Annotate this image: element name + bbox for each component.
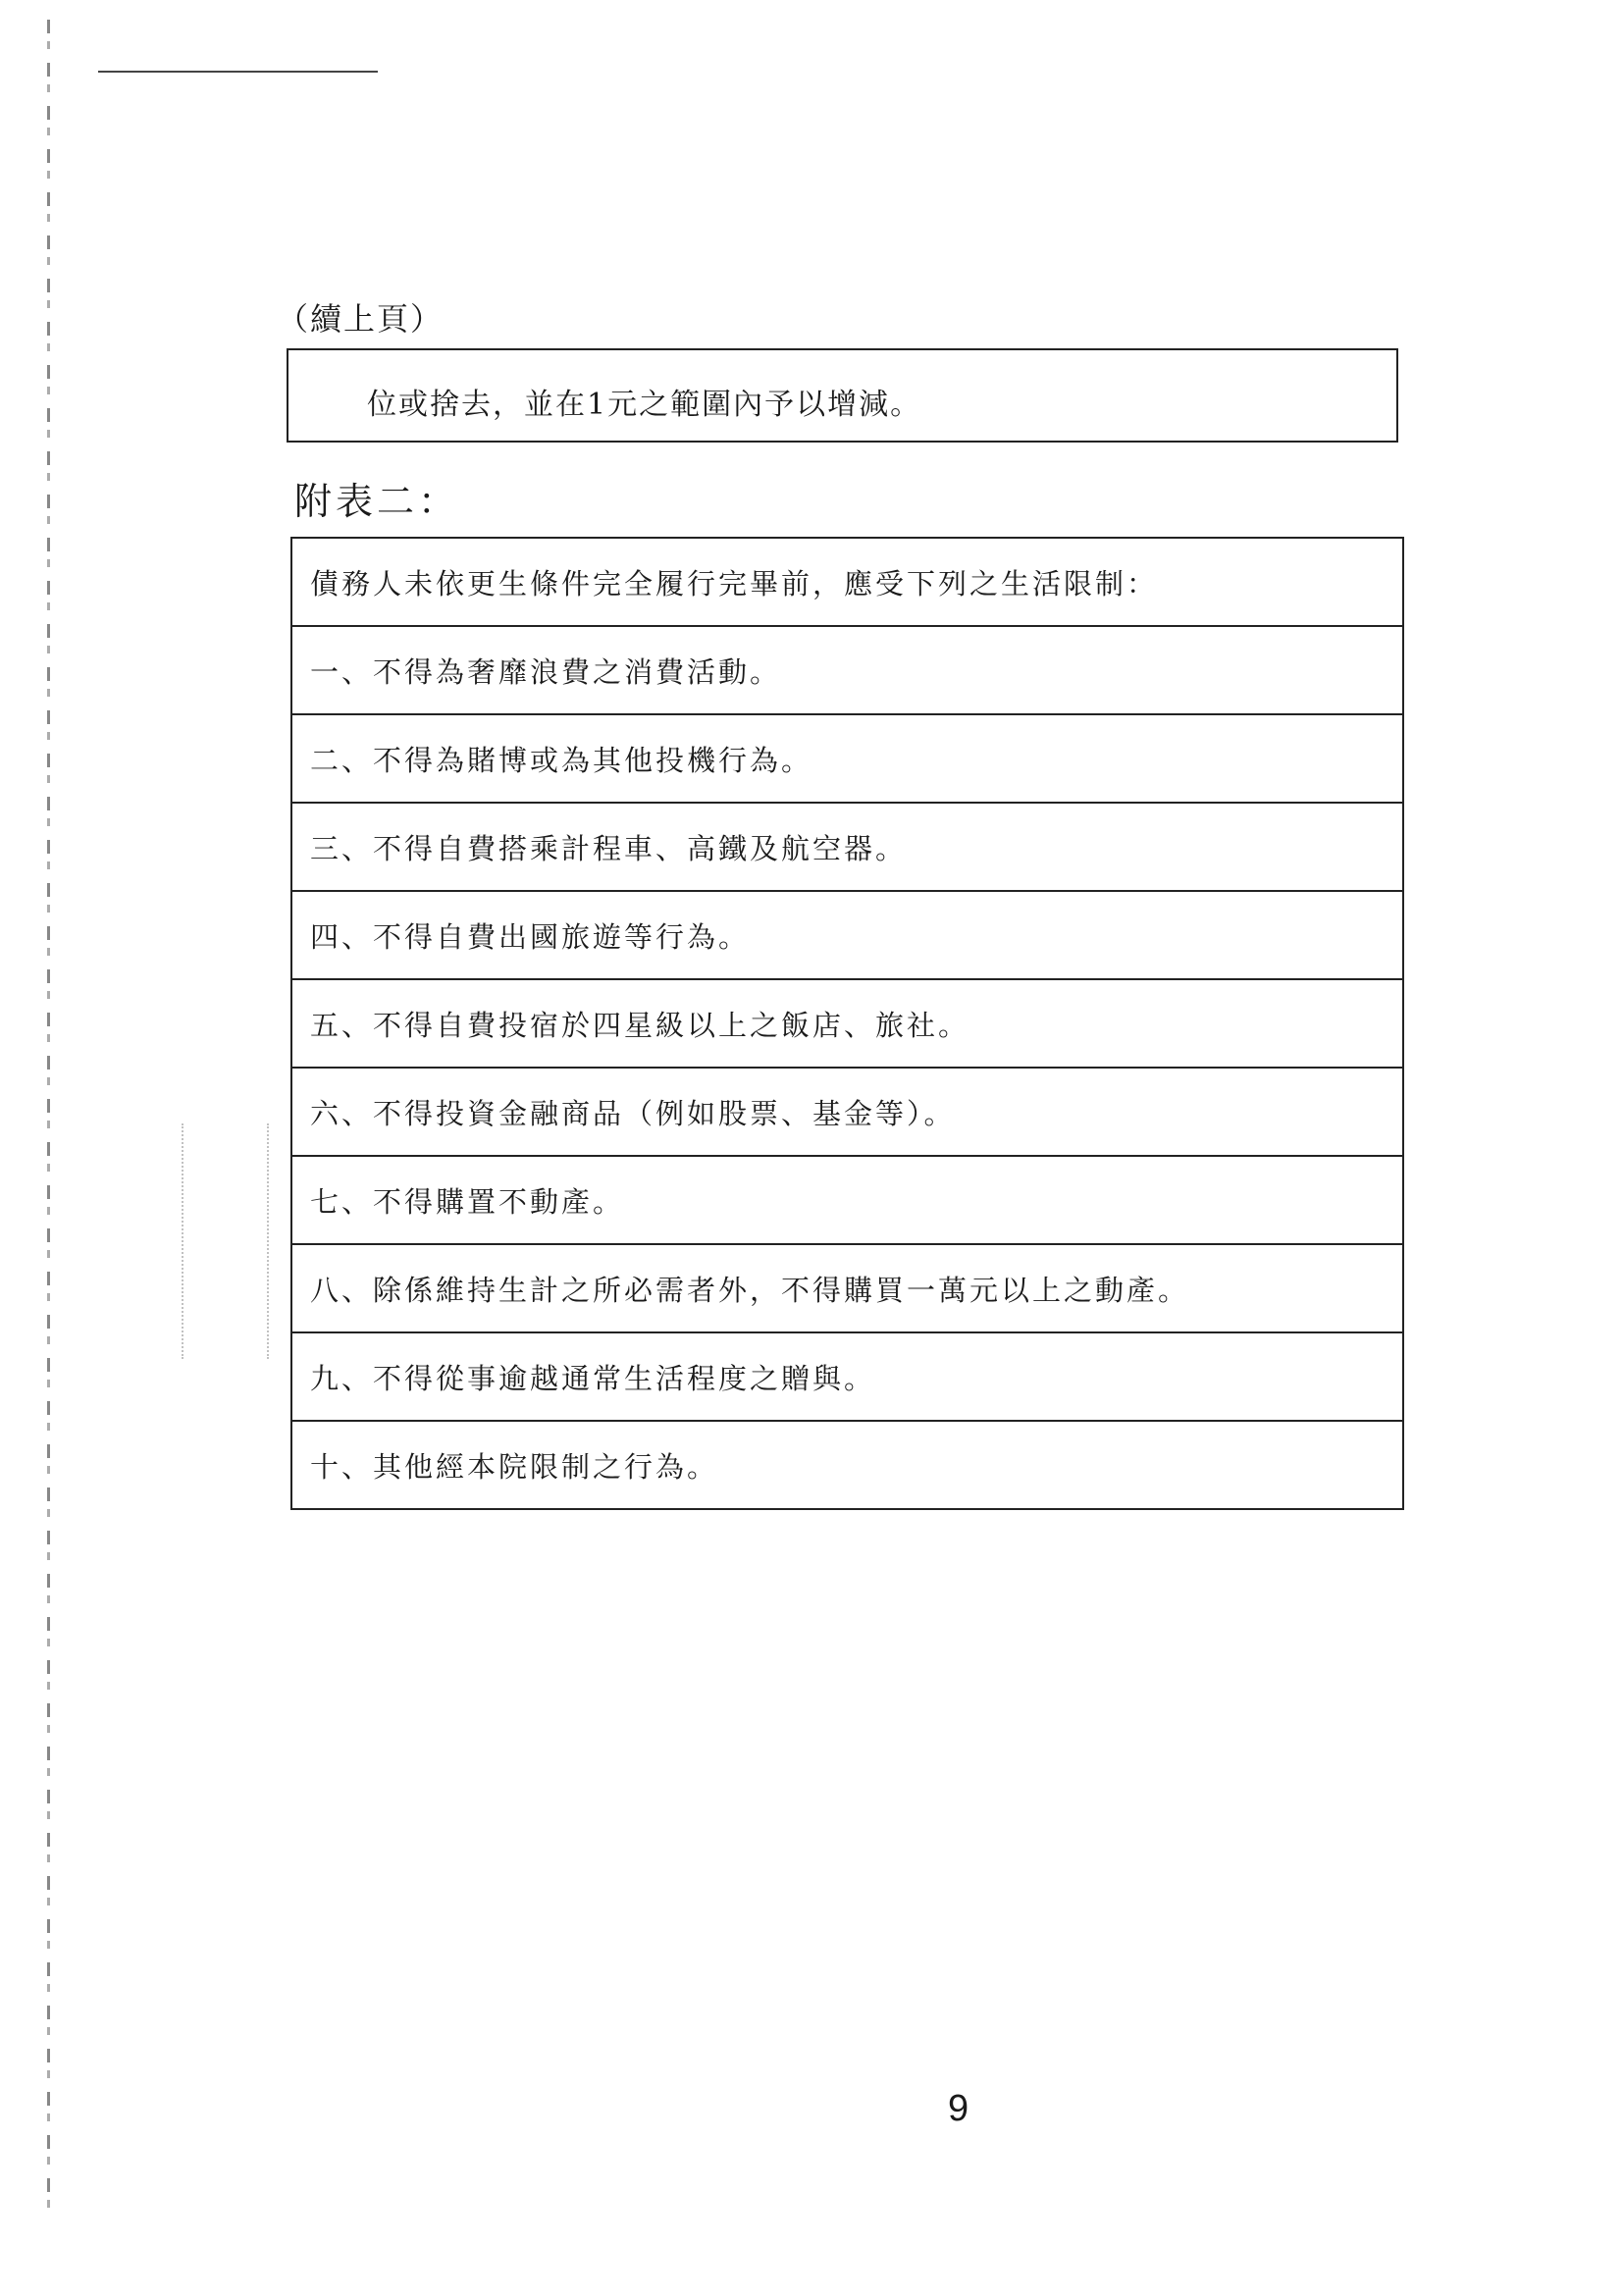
scan-edge-artifact [47,20,50,2208]
table-row: 八、除係維持生計之所必需者外，不得購買一萬元以上之動產。 [292,1245,1402,1333]
previous-table-box [287,348,1398,443]
table-row: 六、不得投資金融商品（例如股票、基金等）。 [292,1069,1402,1157]
continuation-label: （續上頁） [277,300,445,338]
restrictions-table [290,537,1404,1510]
scan-dot-artifact [182,1123,269,1359]
table-row: 九、不得從事逾越通常生活程度之贈與。 [292,1333,1402,1422]
table-row: 五、不得自費投宿於四星級以上之飯店、旅社。 [292,980,1402,1069]
page-number: 9 [948,2088,969,2129]
table-row: 四、不得自費出國旅遊等行為。 [292,892,1402,980]
top-rule [98,71,378,73]
table-row: 七、不得購置不動產。 [292,1157,1402,1245]
previous-box-text: 位或捨去，並在1元之範圍內予以增減。 [367,388,922,422]
table-row: 一、不得為奢靡浪費之消費活動。 [292,627,1402,715]
table-row: 十、其他經本院限制之行為。 [292,1422,1402,1510]
appendix-heading: 附表二： [294,480,460,523]
table-row-intro: 債務人未依更生條件完全履行完畢前，應受下列之生活限制： [292,539,1402,627]
table-row: 二、不得為賭博或為其他投機行為。 [292,715,1402,804]
table-row: 三、不得自費搭乘計程車、高鐵及航空器。 [292,804,1402,892]
